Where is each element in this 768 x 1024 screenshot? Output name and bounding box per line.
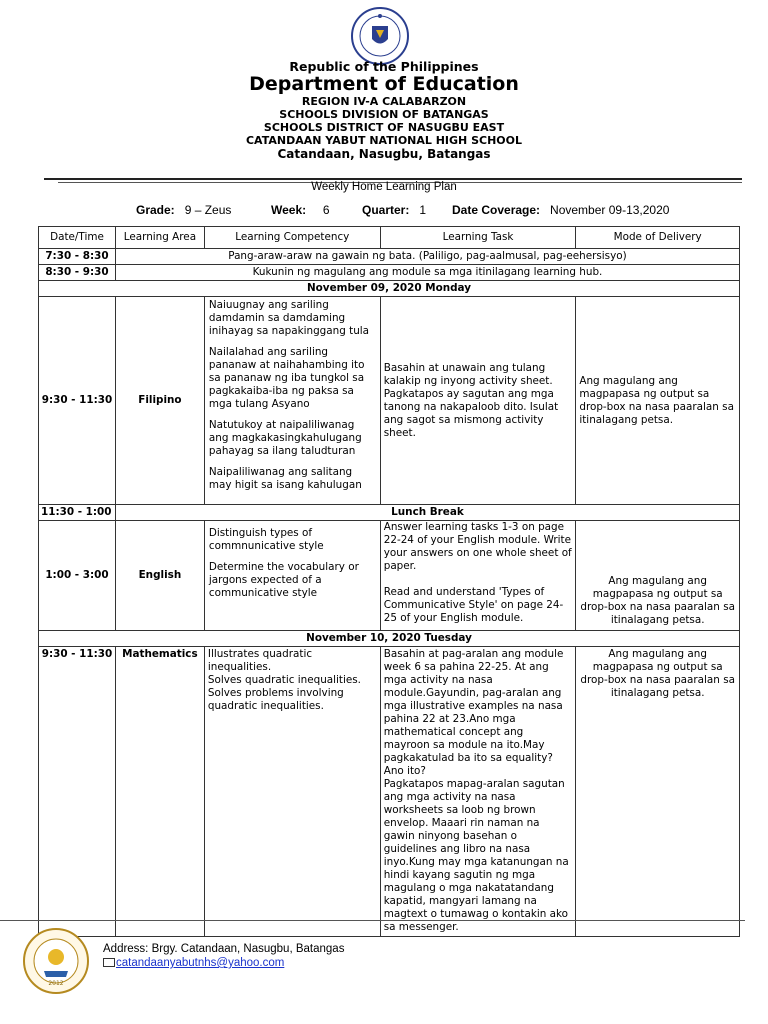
table-row [39, 505, 740, 521]
math-time: 9:30 - 11:30 [39, 647, 116, 937]
week-field [271, 203, 330, 217]
filipino-time: 9:30 - 11:30 [39, 297, 116, 505]
table-row [39, 265, 740, 281]
english-competencies [204, 521, 380, 631]
email-link[interactable]: catandaanyabutnhs@yahoo.com [116, 957, 285, 969]
routine-time: 7:30 - 8:30 [39, 249, 116, 265]
table-row [39, 647, 740, 937]
math-delivery: Ang magulang ang magpapasa ng output sa drop-box na nasa paaralan sa itinalagang petsa. [576, 647, 740, 937]
coverage-value: November 09-13,2020 [550, 203, 670, 217]
quarter-field [362, 203, 426, 217]
republic-title: Republic of the Philippines [289, 59, 479, 74]
deped-seal-logo [345, 6, 415, 66]
table-row [39, 521, 740, 631]
header-divider [44, 178, 742, 180]
footer-email-line [103, 957, 284, 969]
english-delivery: Ang magulang ang magpapasa ng output sa drop-box na nasa paaralan sa itinalagang petsa. [576, 521, 740, 631]
competency-item: Determine the vocabulary or jargons expected of a communicative style [208, 561, 359, 599]
envelope-icon [103, 958, 115, 967]
table-header-row [39, 227, 740, 249]
competency-item: Solves quadratic inequalities. [207, 674, 361, 686]
quarter-value: 1 [419, 203, 427, 217]
competency-item: Naipaliliwanag ang salitang may higit sa isang kahulugan [208, 466, 362, 491]
routine-text: Kukunin ng magulang ang module sa mga itinilagang learning hub. [115, 265, 739, 281]
district-title: SCHOOLS DISTRICT OF NASUGBU EAST [263, 121, 505, 134]
competency-item: Solves problems involving quadratic inequalities. [207, 687, 344, 712]
header-learning-competency: Learning Competency [204, 227, 380, 249]
coverage-field [452, 203, 669, 217]
lunch-text: Lunch Break [115, 505, 739, 521]
routine-text: Pang-araw-araw na gawain ng bata. (Paliligo, pag-aalmusal, pag-eehersisyo) [115, 249, 739, 265]
school-title: CATANDAAN YABUT NATIONAL HIGH SCHOOL [245, 134, 522, 147]
table-row [39, 249, 740, 265]
filipino-area: Filipino [115, 297, 204, 505]
english-task [380, 521, 576, 631]
day-header-monday: November 09, 2020 Monday [39, 281, 740, 297]
math-competencies [204, 647, 380, 937]
week-label: Week: [271, 203, 307, 217]
grade-field [136, 203, 231, 217]
school-logo [22, 927, 90, 995]
school-location: Catandaan, Nasugbu, Batangas [277, 147, 491, 161]
region-title: REGION IV-A CALABARZON [301, 95, 467, 108]
competency-item: Naiuugnay ang sariling damdamin sa damdaming inihayag sa napakinggang tula [208, 299, 370, 337]
day-header-row [39, 631, 740, 647]
plan-title: Weekly Home Learning Plan [311, 181, 457, 193]
competency-item: Natutukoy at naipaliliwanag ang magkakasingkahulugang pahayag sa ilang taludturan [208, 419, 362, 457]
division-title: SCHOOLS DIVISION OF BATANGAS [279, 108, 489, 121]
table-row [39, 297, 740, 505]
routine-time: 8:30 - 9:30 [39, 265, 116, 281]
math-task: Basahin at pag-aralan ang module week 6 sa pahina 22-25. At ang mga activity na nasa module.Gayundin, pag-aralan ang mga illustrative examples na nasa pahina 22 at 23.Ano mga mathematical concept ang mayroon sa module na ito.May pagkakatulad ba ito sa equality?Ano ito? Pagkatapos mapag-aralan sagutan ang mga activity na nasa worksheets sa loob ng brown envelop. Maaari rin naman na gawin ninyong basehan o guidelines ang libro na nasa inyo.Kung may mga katanungan na hindi kayang sagutin ng mga magulang o mga nakatatandang kapatid, mangyari lamang na magtext o tumawag o kontakin ako sa messenger. [380, 647, 576, 937]
filipino-task: Basahin at unawain ang tulang kalakip ng inyong activity sheet. Pagkatapos ay sagutan ang mga tanong na nakapaloob dito. Isulat ang sagot sa mismong activity sheet. [380, 297, 576, 505]
grade-label: Grade: [136, 203, 175, 217]
header-learning-task: Learning Task [380, 227, 576, 249]
competency-item: Nailalahad ang sariling pananaw at naihahambing ito sa pananaw ng iba tungkol sa pagkakaiba-iba ng paksa sa mga tulang Asyano [208, 346, 365, 410]
header-date-time: Date/Time [39, 227, 116, 249]
footer-divider [0, 920, 745, 921]
footer-address: Address: Brgy. Catandaan, Nasugbu, Batangas [103, 943, 345, 955]
coverage-label: Date Coverage: [452, 203, 541, 217]
logo-year: 2012 [48, 980, 64, 987]
department-title: Department of Education [249, 73, 519, 95]
english-area: English [115, 521, 204, 631]
english-time: 1:00 - 3:00 [39, 521, 116, 631]
week-value: 6 [322, 203, 330, 217]
filipino-competencies [204, 297, 380, 505]
header-mode-of-delivery: Mode of Delivery [576, 227, 740, 249]
competency-item: Illustrates quadratic inequalities. [207, 648, 313, 673]
lunch-time: 11:30 - 1:00 [39, 505, 116, 521]
english-task-2: Read and understand 'Types of Communicative Style' on page 24-25 of your English module. [383, 586, 564, 624]
day-header-row [39, 281, 740, 297]
math-area: Mathematics [115, 647, 204, 937]
filipino-delivery: Ang magulang ang magpapasa ng output sa drop-box na nasa paaralan sa itinalagang petsa. [576, 297, 740, 505]
quarter-label: Quarter: [362, 203, 410, 217]
competency-item: Distinguish types of commnunicative style [208, 527, 324, 552]
grade-value: 9 – Zeus [184, 203, 232, 217]
day-header-tuesday: November 10, 2020 Tuesday [39, 631, 740, 647]
learning-plan-table [38, 226, 740, 937]
english-task-1: Answer learning tasks 1-3 on page 22-24 of your English module. Write your answers on one whole sheet of paper. [383, 521, 572, 572]
header-learning-area: Learning Area [115, 227, 204, 249]
